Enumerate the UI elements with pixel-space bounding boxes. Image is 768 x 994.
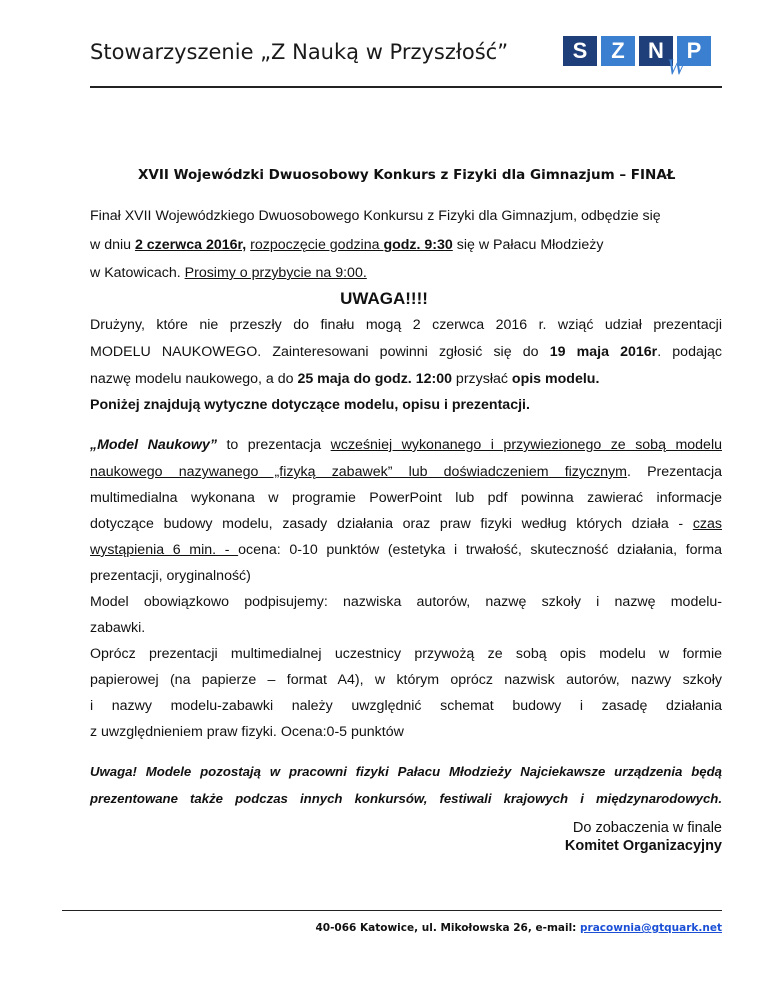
text: wystąpienia 6 min. -: [90, 542, 239, 558]
arrival-request: Prosimy o przybycie na 9:00.: [184, 265, 367, 281]
model-line-12: z uwzględnieniem praw fizyki. Ocena:0-5 punktów: [90, 724, 404, 740]
text: się w Pałacu Młodzieży: [452, 237, 604, 253]
text: . Prezentacja: [626, 464, 723, 480]
text: . podając: [657, 344, 722, 360]
model-line-8: zabawki.: [90, 620, 146, 636]
logo-letter: Z: [601, 36, 635, 66]
text: ocena: 0-10 punktów (estetyka i trwałość, skuteczność działania, forma: [238, 542, 722, 558]
model-line-7: Model obowiązkowo podpisujemy: nazwiska autorów, nazwę szkoły i nazwę modelu-: [90, 594, 722, 610]
text: dotyczące budowy modelu, zasady działania oraz praw fizyki według których działa -: [90, 516, 693, 532]
text: nazwę modelu naukowego, a do: [90, 371, 298, 387]
text: czas: [692, 516, 722, 532]
organization-name: Stowarzyszenie „Z Nauką w Przyszłość”: [90, 40, 509, 64]
note-line-2: prezentowane także podczas innych konkursów, festiwali krajowych i międzynarodowych.: [90, 791, 722, 806]
document-title: XVII Wojewódzki Dwuosobowy Konkurs z Fizyki dla Gimnazjum – FINAŁ: [138, 167, 676, 183]
text: przysłać: [451, 371, 512, 387]
model-line-1: [90, 437, 722, 453]
text: to prezentacja: [216, 437, 331, 453]
text: opis modelu.: [511, 371, 600, 387]
model-line-4: [90, 516, 722, 532]
model-line-2: [90, 464, 722, 480]
description-deadline: 25 maja do godz. 12:00: [297, 371, 452, 387]
text: MODELU NAUKOWEGO. Zainteresowani powinni zgłosić się do: [90, 344, 550, 360]
model-line-5: [90, 542, 722, 558]
logo-subscript: W: [667, 54, 686, 79]
text: wcześniej wykonanego i przywiezionego ze sobą modelu: [330, 437, 722, 453]
final-date: 2 czerwca 2016r,: [134, 237, 247, 253]
address-text: 40-066 Katowice, ul. Mikołowska 26, e-mail:: [315, 922, 581, 934]
model-line-10: papierowej (na papierze – format A4), w którym oprócz nazwisk autorów, nazwy szkoły: [90, 672, 722, 688]
teams-line-1: Drużyny, które nie przeszły do finału mogą 2 czerwca 2016 r. wziąć udział prezentacji: [90, 317, 722, 333]
model-line-3: multimedialna wykonana w programie PowerPoint lub pdf powinna zawierać informacje: [90, 490, 722, 506]
model-line-9: Oprócz prezentacji multimedialnej uczestnicy przywożą ze sobą opis modelu w formie: [90, 646, 722, 662]
email-link[interactable]: pracownia@gtquark.net: [580, 922, 722, 934]
registration-deadline: 19 maja 2016r: [549, 344, 658, 360]
model-term: „Model Naukowy”: [90, 437, 217, 453]
header-divider: [90, 86, 722, 88]
teams-line-2: [90, 344, 722, 360]
text: naukowego nazywanego „fizyką zabawek” lub doświadczeniem fizycznym: [90, 464, 627, 480]
teams-line-3: [90, 371, 599, 387]
sznp-logo: [563, 36, 713, 78]
intro-line-2: [90, 237, 603, 253]
text: w dniu: [90, 237, 135, 253]
footer-divider: [62, 910, 722, 911]
note-line-1: Uwaga! Modele pozostają w pracowni fizyki Pałacu Młodzieży Najciekawsze urządzenia będą: [90, 764, 722, 779]
footer-address: [315, 922, 722, 934]
intro-line-1: Finał XVII Wojewódzkiego Dwuosobowego Konkursu z Fizyki dla Gimnazjum, odbędzie się: [90, 208, 661, 224]
signature-committee: Komitet Organizacyjny: [564, 838, 722, 854]
model-line-6: prezentacji, oryginalność): [90, 568, 251, 584]
logo-letter: P: [677, 36, 711, 66]
closing-greeting: Do zobaczenia w finale: [572, 820, 722, 836]
start-time: godz. 9:30: [383, 237, 453, 253]
start-label: rozpoczęcie godzina: [250, 237, 384, 253]
text: w Katowicach.: [90, 265, 185, 281]
logo-letter: N: [639, 36, 673, 66]
logo-letter: S: [563, 36, 597, 66]
teams-line-4: Poniżej znajdują wytyczne dotyczące modelu, opisu i prezentacji.: [90, 397, 530, 413]
intro-line-3: [90, 265, 367, 281]
uwaga-heading: UWAGA!!!!: [340, 289, 428, 308]
model-line-11: i nazwy modelu-zabawki należy uwzględnić schemat budowy i zasadę działania: [90, 698, 722, 714]
